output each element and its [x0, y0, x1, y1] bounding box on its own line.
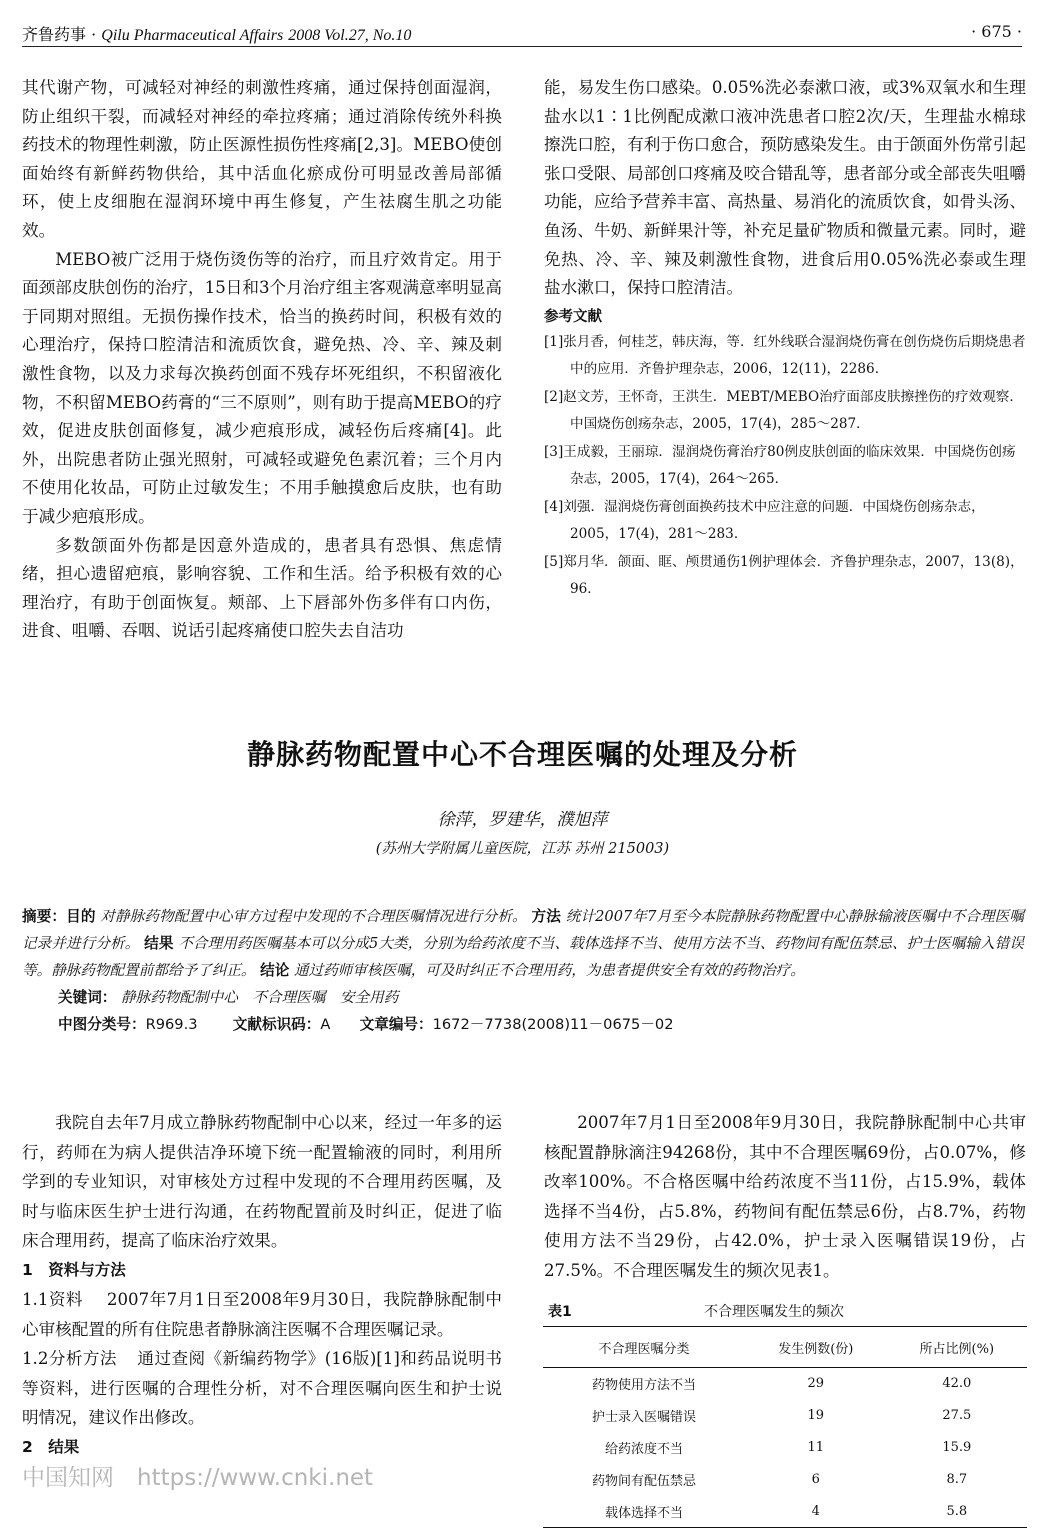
table-cell: 42.0 [942, 1376, 972, 1392]
reference-item: [4]刘强．湿润烧伤膏创面换药技术中应注意的问题．中国烧伤创疡杂志，2005，17(4)，281～283． [544, 498, 985, 543]
reference-item: [5]郑月华．颌面、眶、颅贯通伤1例护理体会．齐鲁护理杂志，2007，13(8)，96． [544, 553, 1024, 598]
journal-issue: 2008 Vol.27, No.10 [288, 27, 412, 44]
clc-value: R969.3 [145, 1016, 198, 1033]
article-left-column [22, 1108, 502, 1462]
table-cell: 8.7 [946, 1471, 968, 1487]
keywords-label: 关键词： [58, 989, 117, 1006]
section-1-1-label: 1.1资料 [22, 1290, 83, 1309]
abstract-conclusion: 通过药师审核医嘱，可及时纠正不合理用药，为患者提供安全有效的药物治疗。 [294, 962, 805, 979]
prev-paragraph: MEBO被广泛用于烧伤烫伤等的治疗，而且疗效肯定。用于面颈部皮肤创伤的治疗，15日和3个月治疗组主客观满意率明显高于同期对照组。无损伤操作技术，恰当的换药时间，积极有效的心理治疗，保持口腔清洁和流质饮食，避免热、冷、辛、辣及刺激性食物，以及力求每次换药创面不残存坏死组织，不积留液化物，不积留MEBO药膏的“三不原则”，则有助于提高MEBO的疗效，促进皮肤创面修复，减少疤痕形成，减轻伤后疼痛[4]。此外，出院患者防止强光照射，可减轻或避免色素沉着；三个月内不使用化妆品，可防止过敏发生；不用手触摸愈后皮肤，也有助于减少疤痕形成。 [22, 249, 502, 526]
table-row [543, 1432, 1027, 1464]
results-paragraph: 2007年7月1日至2008年9月30日，我院静脉配制中心共审核配置静脉滴注94268份，其中不合理医嘱69份，占0.07%，修改率100%。不合格医嘱中给药浓度不当11份，占15.9%，载体选择不当4份，占5.8%，药物间有配伍禁忌6份，占8.7%，药物使用方法不当29份，占42.0%，护士录入医嘱错误19份，占27.5%。不合理医嘱发生的频次见表1。 [544, 1113, 1026, 1280]
article-title: 静脉药物配置中心不合理医嘱的处理及分析 [246, 738, 798, 771]
article-affiliation: (苏州大学附属儿童医院，江苏 苏州 215003) [375, 841, 670, 857]
table-cell: 给药浓度不当 [604, 1441, 683, 1457]
table-header: 发生例数(份) [745, 1327, 887, 1368]
references-heading: 参考文献 [544, 308, 602, 325]
table-cell: 护士录入医嘱错误 [591, 1410, 696, 1426]
abstract-method: 统计2007年7月至今本院静脉药物配置中心静脉输液医嘱中不合理医嘱记录并进行分析。 [22, 908, 1025, 952]
article-right-column [544, 1108, 1026, 1285]
table-header: 所占比例(%) [887, 1327, 1027, 1368]
table-cell: 药物间有配伍禁忌 [591, 1473, 696, 1489]
abstract-objective: 对静脉药物配置中心审方过程中发现的不合理医嘱情况进行分析。 [100, 908, 527, 925]
prev-paragraph: 能，易发生伤口感染。0.05%洗必泰漱口液，或3%双氧水和生理盐水以1∶1比例配成漱口液冲洗患者口腔2次/天，生理盐水棉球擦洗口腔，有利于伤口愈合，预防感染发生。由于颌面外伤常引起张口受限、局部创口疼痛及咬合错乱等，患者部分或全部丧失咀嚼功能，应给予营养丰富、高热量、易消化的流质饮食，如骨头汤、鱼汤、牛奶、新鲜果汁等，补充足量矿物质和微量元素。同时，避免热、冷、辛、辣及刺激性食物，进食后用0.05%洗必泰或生理盐水漱口，保持口腔清洁。 [544, 78, 1026, 298]
table-row [543, 1400, 1027, 1432]
abstract-label: 摘要：目的 [22, 908, 96, 925]
table-cell: 4 [745, 1495, 887, 1527]
section-1-1 [22, 1285, 502, 1344]
prev-paragraph: 多数颌面外伤都是因意外造成的，患者具有恐惧、焦虑情绪，担心遗留疤痕，影响容貌、工作和生活。给予积极有效的心理治疗，有助于创面恢复。颊部、上下唇部外伤多伴有口内伤，进食、咀嚼、吞咽、说话引起疼痛使口腔失去自洁功 [22, 535, 502, 641]
result-label: 结果 [144, 935, 174, 952]
prev-paragraph: 其代谢产物，可减轻对神经的刺激性疼痛，通过保持创面湿润，防止组织干裂，而减轻对神经的牵拉疼痛；通过消除传统外科换药技术的物理性刺激，防止医源性损伤性疼痛[2,3]。MEBO使创面始终有新鲜药物供给，其中活血化瘀成份可明显改善局部循环，使上皮细胞在湿润环境中再生修复，产生祛腐生肌之功能效。 [22, 78, 502, 240]
table-row [543, 1495, 1027, 1527]
journal-info: 齐鲁药事 · Qilu Pharmaceutical Affairs 2008 Vol.27, No.10 [22, 25, 412, 44]
keywords: 静脉药物配制中心 不合理医嘱 安全用药 [121, 989, 399, 1006]
table-header: 不合理医嘱分类 [543, 1327, 745, 1368]
abstract-block [22, 903, 1024, 1038]
prev-article-right-column [544, 74, 1026, 604]
table-cell: 11 [807, 1439, 825, 1455]
keywords-line [22, 984, 1024, 1011]
reference-item: [1]张月香，何桂芝，韩庆海，等．红外线联合湿润烧伤膏在创伤烧伤后期烧患者中的应用．齐鲁护理杂志，2006，12(11)，2286． [544, 333, 1026, 378]
table-cell: 载体选择不当 [543, 1495, 745, 1527]
section-1-2-text: 通过查阅《新编药物学》(16版)[1]和药品说明书等资料，进行医嘱的合理性分析，对不合理医嘱向医生和护士说明情况，建议作出修改。 [22, 1349, 502, 1427]
cnki-watermark: 中国知网 https://www.cnki.net [22, 1465, 374, 1491]
article-authors: 徐萍，罗建华，濮旭萍 [437, 810, 608, 830]
table-cell: 19 [807, 1408, 825, 1424]
method-label: 方法 [531, 908, 561, 925]
table-cell: 27.5 [942, 1408, 972, 1424]
table-1-title: 不合理医嘱发生的频次 [704, 1304, 844, 1320]
table-cell: 15.9 [942, 1439, 972, 1455]
abstract [22, 903, 1024, 984]
table-row [543, 1463, 1027, 1495]
reference-item: [3]王成毅，王丽琼．湿润烧伤膏治疗80例皮肤创面的临床效果．中国烧伤创疡杂志，2005，17(4)，264～265． [544, 443, 1016, 488]
abstract-result: 不合理用药医嘱基本可以分成5大类，分别为给药浓度不当、载体选择不当、使用方法不当、药物间有配伍禁忌、护士医嘱输入错误等。静脉药物配置前都给予了纠正。 [22, 935, 1025, 979]
section-1-2-label: 1.2分析方法 [22, 1349, 117, 1368]
section-1-1-text: 2007年7月1日至2008年9月30日，我院静脉配制中心审核配置的所有住院患者静脉滴注医嘱不合理医嘱记录。 [22, 1290, 503, 1339]
table-header-row [543, 1327, 1027, 1368]
doc-code-label: 文献标识码： [232, 1016, 321, 1033]
table-1-caption [548, 1301, 1028, 1321]
doc-code-value: A [320, 1016, 331, 1033]
section-1-2 [22, 1344, 502, 1433]
table-cell: 29 [807, 1376, 825, 1392]
table-1-label: 表1 [548, 1304, 572, 1320]
running-header [22, 20, 1022, 47]
table-row [543, 1368, 1027, 1400]
section-2-heading: 2 结果 [22, 1437, 80, 1456]
journal-name-en: Qilu Pharmaceutical Affairs [101, 27, 284, 44]
table-cell: 5.8 [887, 1495, 1027, 1527]
table-cell: 6 [811, 1471, 820, 1487]
intro-paragraph: 我院自去年7月成立静脉药物配制中心以来，经过一年多的运行，药师在为病人提供洁净环境下统一配置输液的同时，利用所学到的专业知识，对审核处方过程中发现的不合理用药医嘱，及时与临床医生护士进行沟通，在药物配置前及时纠正，促进了临床合理用药，提高了临床治疗效果。 [22, 1113, 502, 1250]
article-no-label: 文章编号： [359, 1016, 433, 1033]
clc-label: 中图分类号： [58, 1016, 146, 1033]
classification-line [22, 1011, 1024, 1038]
table-1 [543, 1326, 1027, 1528]
prev-article-left-column [22, 74, 502, 646]
article-no-value: 1672－7738(2008)11－0675－02 [432, 1016, 674, 1033]
table-cell: 药物使用方法不当 [591, 1378, 696, 1394]
conclusion-label: 结论 [260, 962, 290, 979]
section-1-heading: 1 资料与方法 [22, 1260, 126, 1279]
page-number: · 675 · [971, 22, 1022, 41]
reference-item: [2]赵文芳，王怀奇，王洪生．MEBT/MEBO治疗面部皮肤擦挫伤的疗效观察．中国烧伤创疡杂志，2005，17(4)，285～287． [544, 388, 1023, 433]
journal-name-cn: 齐鲁药事 [22, 25, 87, 44]
